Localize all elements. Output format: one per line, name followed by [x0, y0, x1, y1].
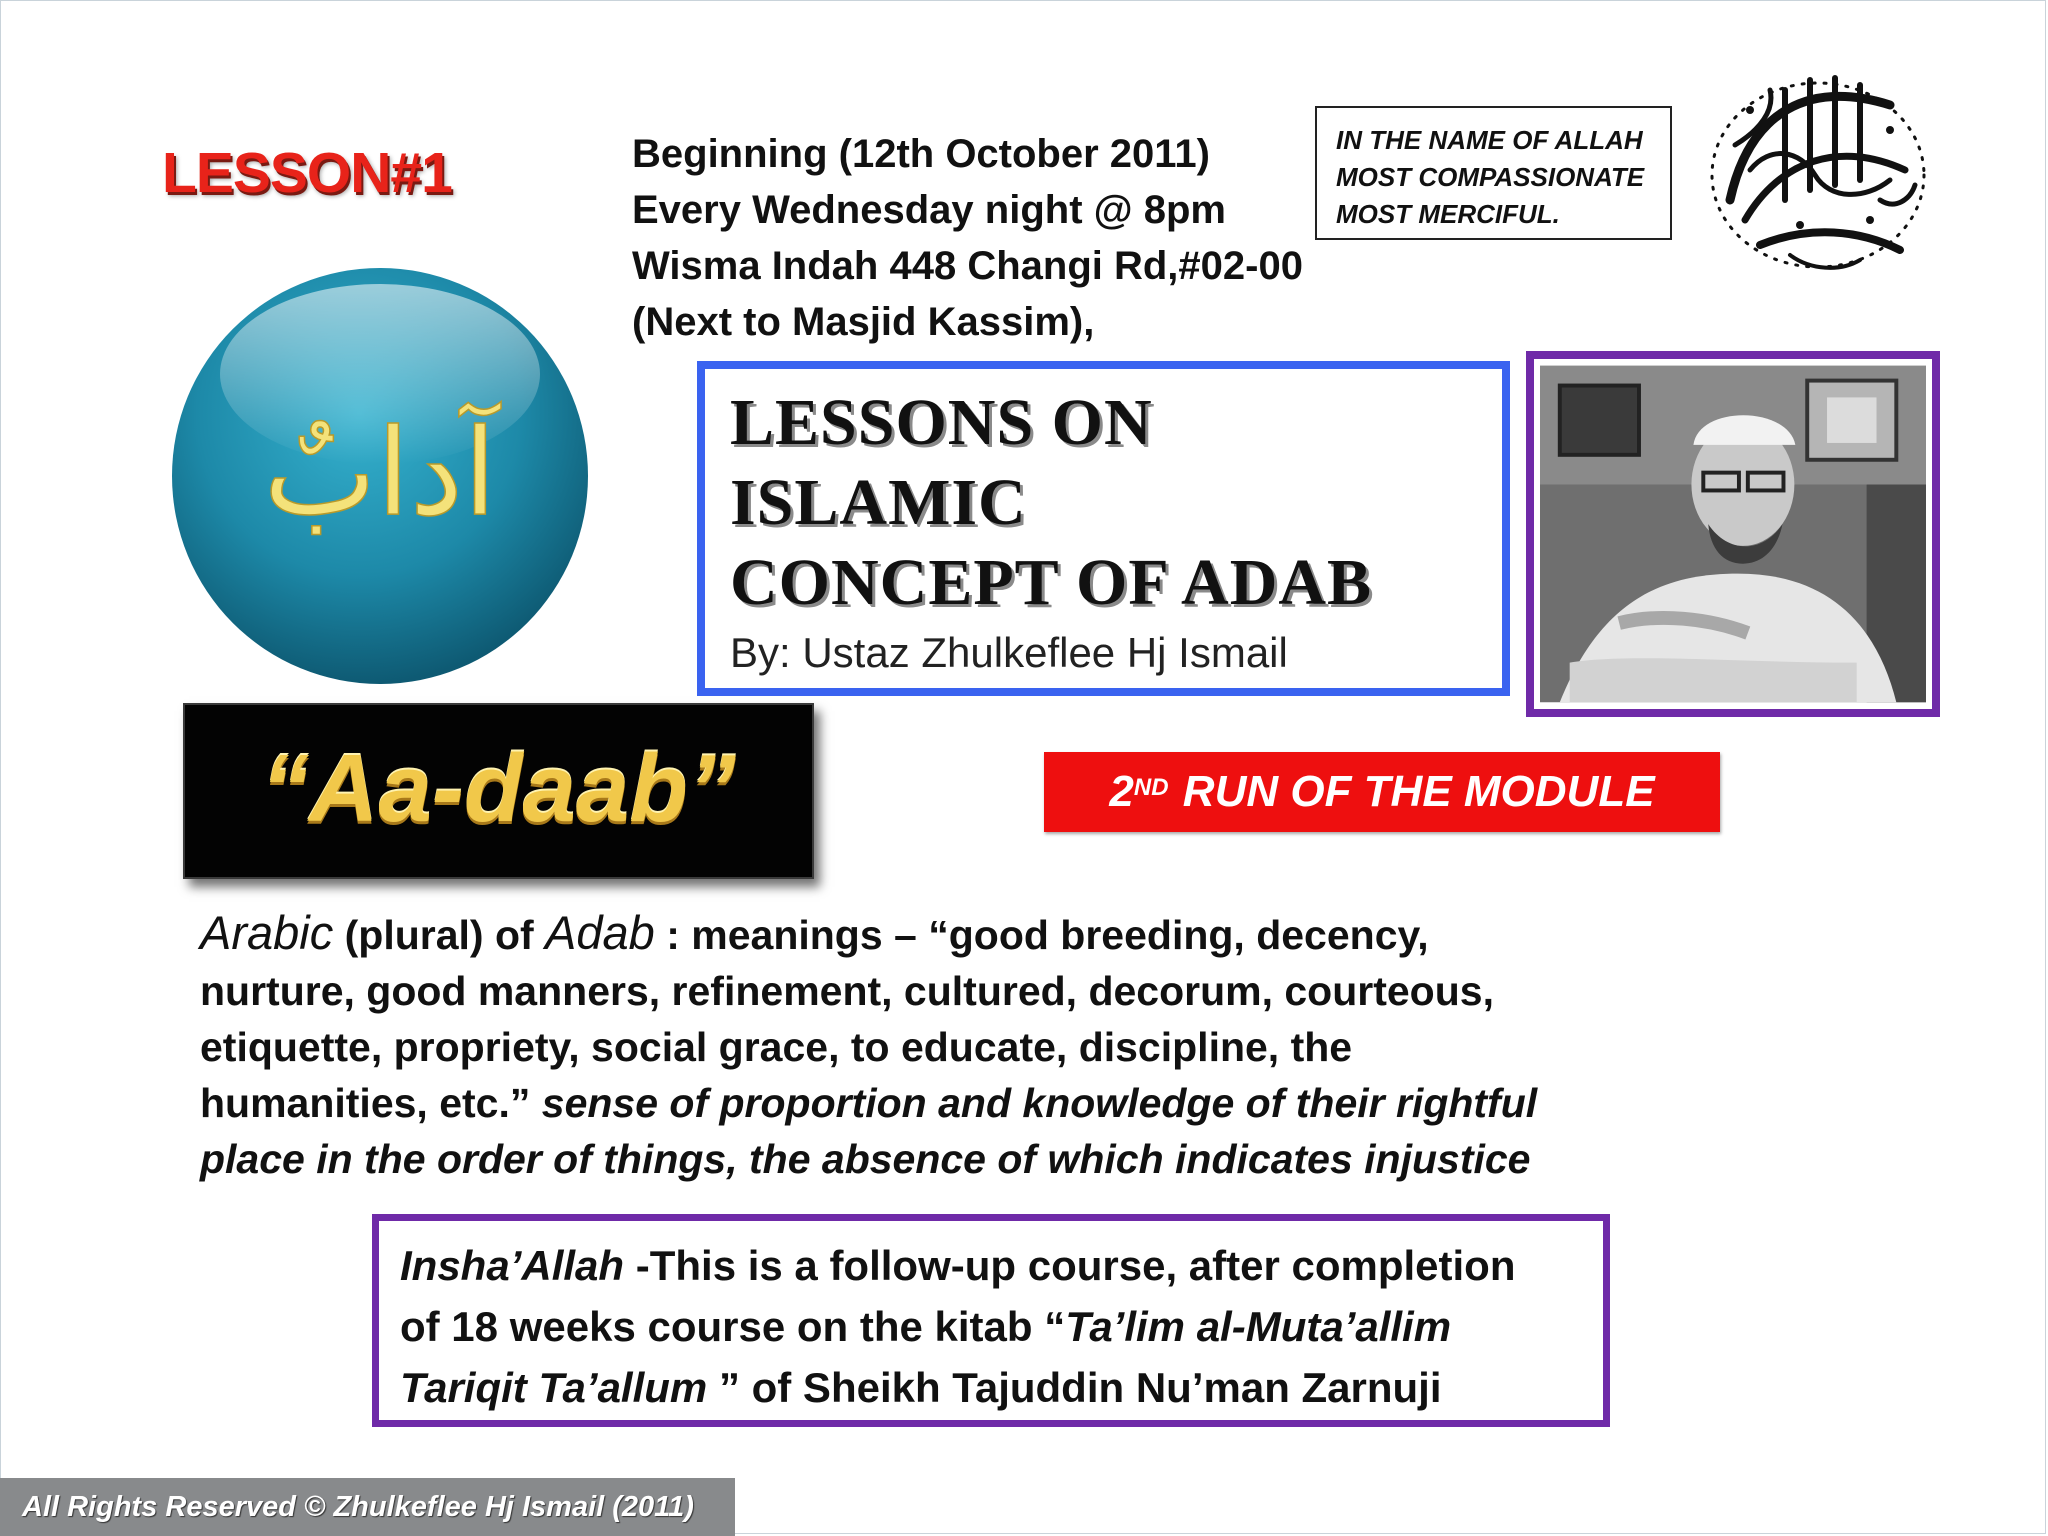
lesson-number-title: LESSON#1	[162, 141, 452, 205]
run-number: 2	[1109, 767, 1134, 816]
portrait-photo-frame	[1526, 351, 1940, 717]
schedule-weekly-time: Every Wednesday night @ 8pm	[632, 188, 1226, 232]
lesson-title-line: ISLAMIC	[730, 466, 1027, 539]
meaning-line	[200, 1075, 1700, 1131]
bismillah-line: MOST COMPASSIONATE	[1336, 162, 1645, 192]
meaning-line: etiquette, propriety, social grace, to educate, discipline, the	[200, 1024, 1353, 1070]
run-label: RUN OF THE MODULE	[1170, 767, 1655, 816]
aadaab-banner	[183, 703, 814, 879]
module-run-badge	[1044, 752, 1720, 832]
followup-text: of 18 weeks course on the kitab “	[400, 1303, 1066, 1350]
meaning-word-adab: Adab	[545, 906, 655, 959]
bismillah-line: IN THE NAME OF ALLAH	[1336, 125, 1643, 155]
schedule-venue-note: (Next to Masjid Kassim),	[632, 300, 1095, 344]
lesson-title-line: LESSONS ON	[730, 386, 1153, 459]
arabic-word-text: آدابٌ	[263, 404, 497, 543]
meaning-intro: : meanings – “good breeding, decency,	[654, 912, 1429, 958]
meaning-line	[200, 1131, 1700, 1187]
meaning-line	[200, 905, 1700, 963]
schedule-start-date: Beginning (12th October 2011)	[632, 132, 1210, 176]
meaning-plural-label: (plural) of	[333, 912, 546, 958]
bismillah-calligraphy-emblem	[1690, 50, 1940, 290]
lesson-title-line: CONCEPT OF ADAB	[730, 546, 1373, 619]
meaning-italic-definition: sense of proportion and knowledge of their rightful	[541, 1080, 1538, 1126]
run-ordinal-suffix: ND	[1133, 774, 1169, 801]
adab-arabic-circle	[168, 264, 592, 688]
schedule-venue: Wisma Indah 448 Changi Rd,#02-00	[632, 244, 1303, 288]
followup-author: ” of Sheikh Tajuddin Nu’man Zarnuji	[707, 1364, 1442, 1411]
bismillah-line: MOST MERCIFUL.	[1336, 199, 1560, 229]
followup-line	[400, 1235, 1603, 1296]
copyright-footer: All Rights Reserved © Zhulkeflee Hj Ismail (2011)	[0, 1478, 735, 1536]
followup-course-box	[372, 1214, 1610, 1427]
meaning-italic-definition-end: place in the order of things, the absence of which indicates injustice	[200, 1136, 1531, 1182]
bismillah-translation-box	[1315, 106, 1672, 240]
aadaab-banner-text: “Aa-daab”	[261, 735, 736, 842]
meaning-word-arabic: Arabic	[200, 906, 334, 959]
followup-line	[400, 1296, 1603, 1357]
portrait-photo	[1540, 365, 1926, 703]
followup-kitab-title-end: Tariqit Ta’allum	[400, 1364, 708, 1411]
followup-kitab-title: Ta’lim al-Muta’allim	[1065, 1303, 1452, 1350]
lesson-title-box	[697, 361, 1510, 696]
meaning-humanities: humanities, etc.”	[200, 1080, 542, 1126]
lesson-author: By: Ustaz Zhulkeflee Hj Ismail	[730, 629, 1288, 676]
schedule-block	[632, 126, 1303, 350]
followup-line	[400, 1357, 1603, 1418]
adab-meaning-paragraph	[200, 905, 1700, 1187]
followup-inshallah: Insha’Allah	[400, 1242, 625, 1289]
meaning-line: nurture, good manners, refinement, cultured, decorum, courteous,	[200, 968, 1494, 1014]
followup-text: -This is a follow-up course, after completion	[624, 1242, 1516, 1289]
